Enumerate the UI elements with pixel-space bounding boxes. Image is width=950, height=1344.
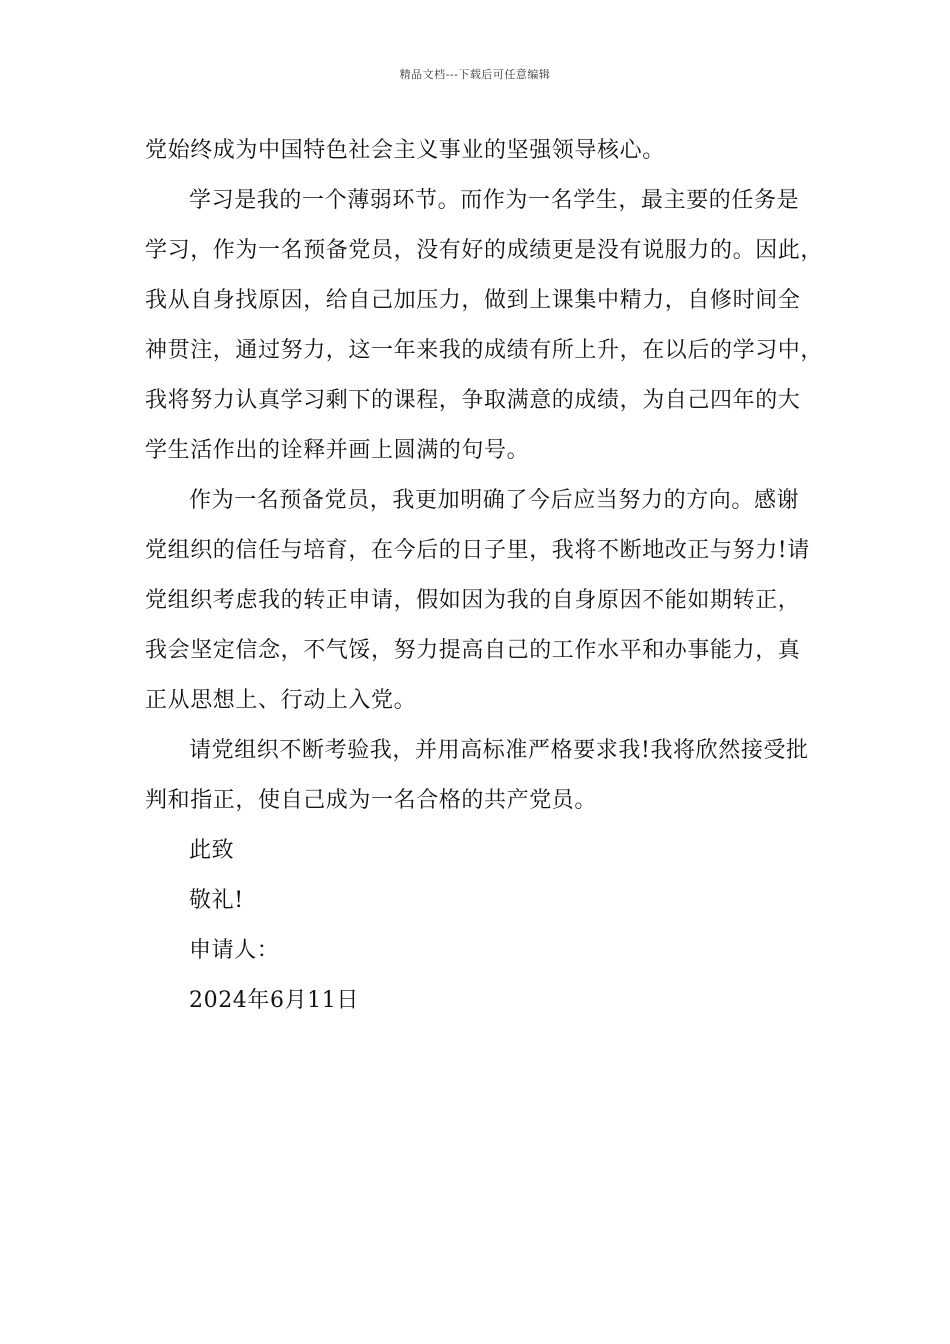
page-header: 精品文档---下载后可任意编辑: [399, 68, 551, 81]
application-date: 2024年6月11日: [189, 988, 359, 1013]
text-line: 判和指正，使自己成为一名合格的共产党员。: [145, 788, 598, 813]
salutation-regards: 敬礼!: [189, 888, 244, 913]
paragraph-first-line: 作为一名预备党员，我更加明确了今后应当努力的方向。感谢: [189, 488, 800, 513]
text-line: 党组织的信任与培育，在今后的日子里，我将不断地改正与努力!请: [145, 538, 810, 563]
text-line: 正从思想上、行动上入党。: [145, 688, 417, 713]
paragraph-first-line: 学习是我的一个薄弱环节。而作为一名学生，最主要的任务是: [189, 188, 800, 213]
applicant-label: 申请人：: [189, 938, 280, 963]
text-line: 我将努力认真学习剩下的课程，争取满意的成绩，为自己四年的大: [145, 388, 801, 413]
text-line: 党组织考虑我的转正申请，假如因为我的自身原因不能如期转正，: [145, 588, 801, 613]
document-body: [145, 126, 824, 1026]
text-line: 党始终成为中国特色社会主义事业的坚强领导核心。: [145, 138, 665, 163]
text-line: 学习，作为一名预备党员，没有好的成绩更是没有说服力的。因此，: [145, 238, 824, 263]
salutation-respect: 此致: [189, 838, 235, 863]
text-line: 我从自身找原因，给自己加压力，做到上课集中精力，自修时间全: [145, 288, 801, 313]
text-line: 学生活作出的诠释并画上圆满的句号。: [145, 438, 530, 463]
text-line: 神贯注，通过努力，这一年来我的成绩有所上升，在以后的学习中，: [145, 338, 824, 363]
text-line: 我会坚定信念，不气馁，努力提高自己的工作水平和办事能力，真: [145, 638, 801, 663]
paragraph-first-line: 请党组织不断考验我，并用高标准严格要求我!我将欣然接受批: [189, 738, 809, 763]
